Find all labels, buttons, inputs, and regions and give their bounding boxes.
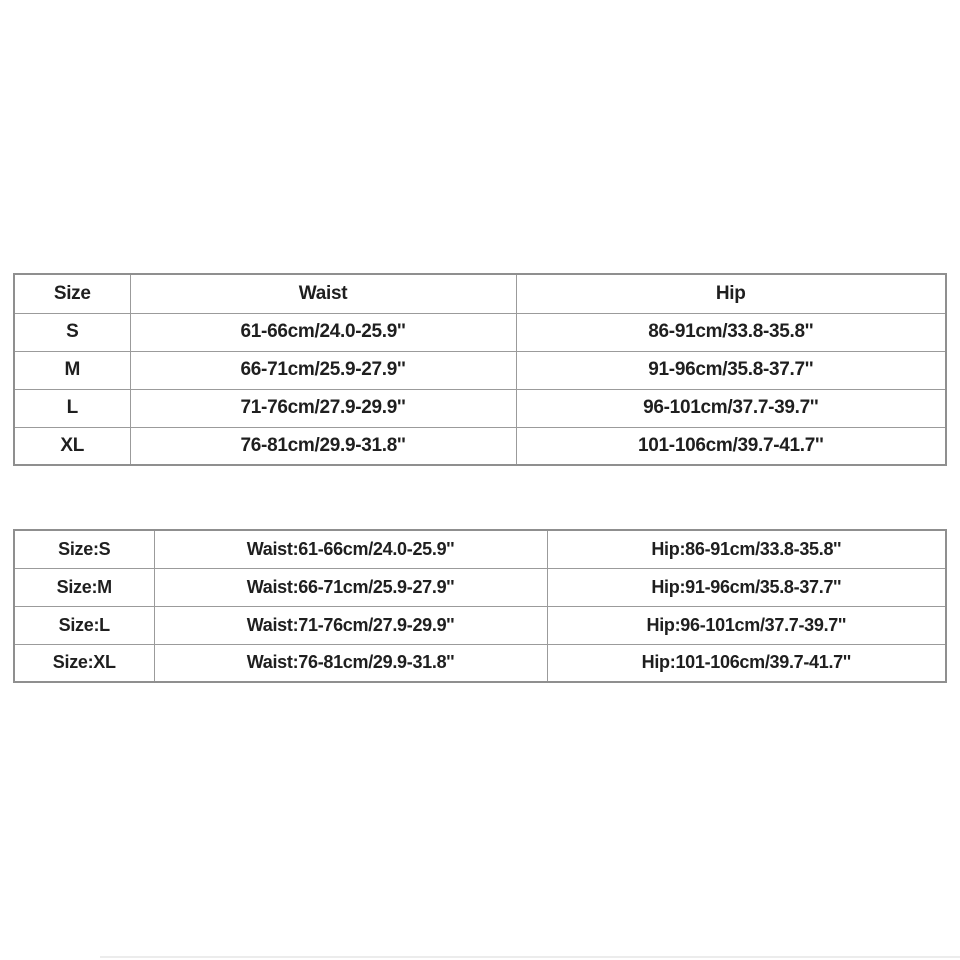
- size-cell: Size:S: [14, 530, 154, 568]
- table-row-s: [14, 530, 946, 568]
- size-cell: Size:M: [14, 568, 154, 606]
- hip-cell: Hip:91-96cm/35.8-37.7'': [547, 568, 946, 606]
- hip-cell: Hip:101-106cm/39.7-41.7'': [547, 644, 946, 682]
- size-cell: Size:XL: [14, 644, 154, 682]
- waist-cell: Waist:61-66cm/24.0-25.9'': [154, 530, 547, 568]
- table-row-m: [14, 351, 946, 389]
- size-cell: Size:L: [14, 606, 154, 644]
- hip-cell: Hip:86-91cm/33.8-35.8'': [547, 530, 946, 568]
- table-row-s: [14, 313, 946, 351]
- size-chart-table-header-style: [13, 273, 947, 466]
- table-row-xl: [14, 427, 946, 465]
- column-header-size: Size: [14, 274, 130, 313]
- size-cell: S: [14, 313, 130, 351]
- hip-cell: 86-91cm/33.8-35.8'': [516, 313, 946, 351]
- size-cell: L: [14, 389, 130, 427]
- waist-cell: Waist:76-81cm/29.9-31.8'': [154, 644, 547, 682]
- bottom-edge-artifact: [100, 956, 960, 958]
- hip-cell: 101-106cm/39.7-41.7'': [516, 427, 946, 465]
- table-row-xl: [14, 644, 946, 682]
- table-row-m: [14, 568, 946, 606]
- size-cell: M: [14, 351, 130, 389]
- size-cell: XL: [14, 427, 130, 465]
- waist-cell: 71-76cm/27.9-29.9'': [130, 389, 516, 427]
- waist-cell: Waist:66-71cm/25.9-27.9'': [154, 568, 547, 606]
- column-header-waist: Waist: [130, 274, 516, 313]
- table-header-row: [14, 274, 946, 313]
- table-row-l: [14, 606, 946, 644]
- waist-cell: Waist:71-76cm/27.9-29.9'': [154, 606, 547, 644]
- table-row-l: [14, 389, 946, 427]
- waist-cell: 61-66cm/24.0-25.9'': [130, 313, 516, 351]
- hip-cell: Hip:96-101cm/37.7-39.7'': [547, 606, 946, 644]
- column-header-hip: Hip: [516, 274, 946, 313]
- hip-cell: 96-101cm/37.7-39.7'': [516, 389, 946, 427]
- waist-cell: 76-81cm/29.9-31.8'': [130, 427, 516, 465]
- waist-cell: 66-71cm/25.9-27.9'': [130, 351, 516, 389]
- hip-cell: 91-96cm/35.8-37.7'': [516, 351, 946, 389]
- size-chart-table-inline-style: [13, 529, 947, 683]
